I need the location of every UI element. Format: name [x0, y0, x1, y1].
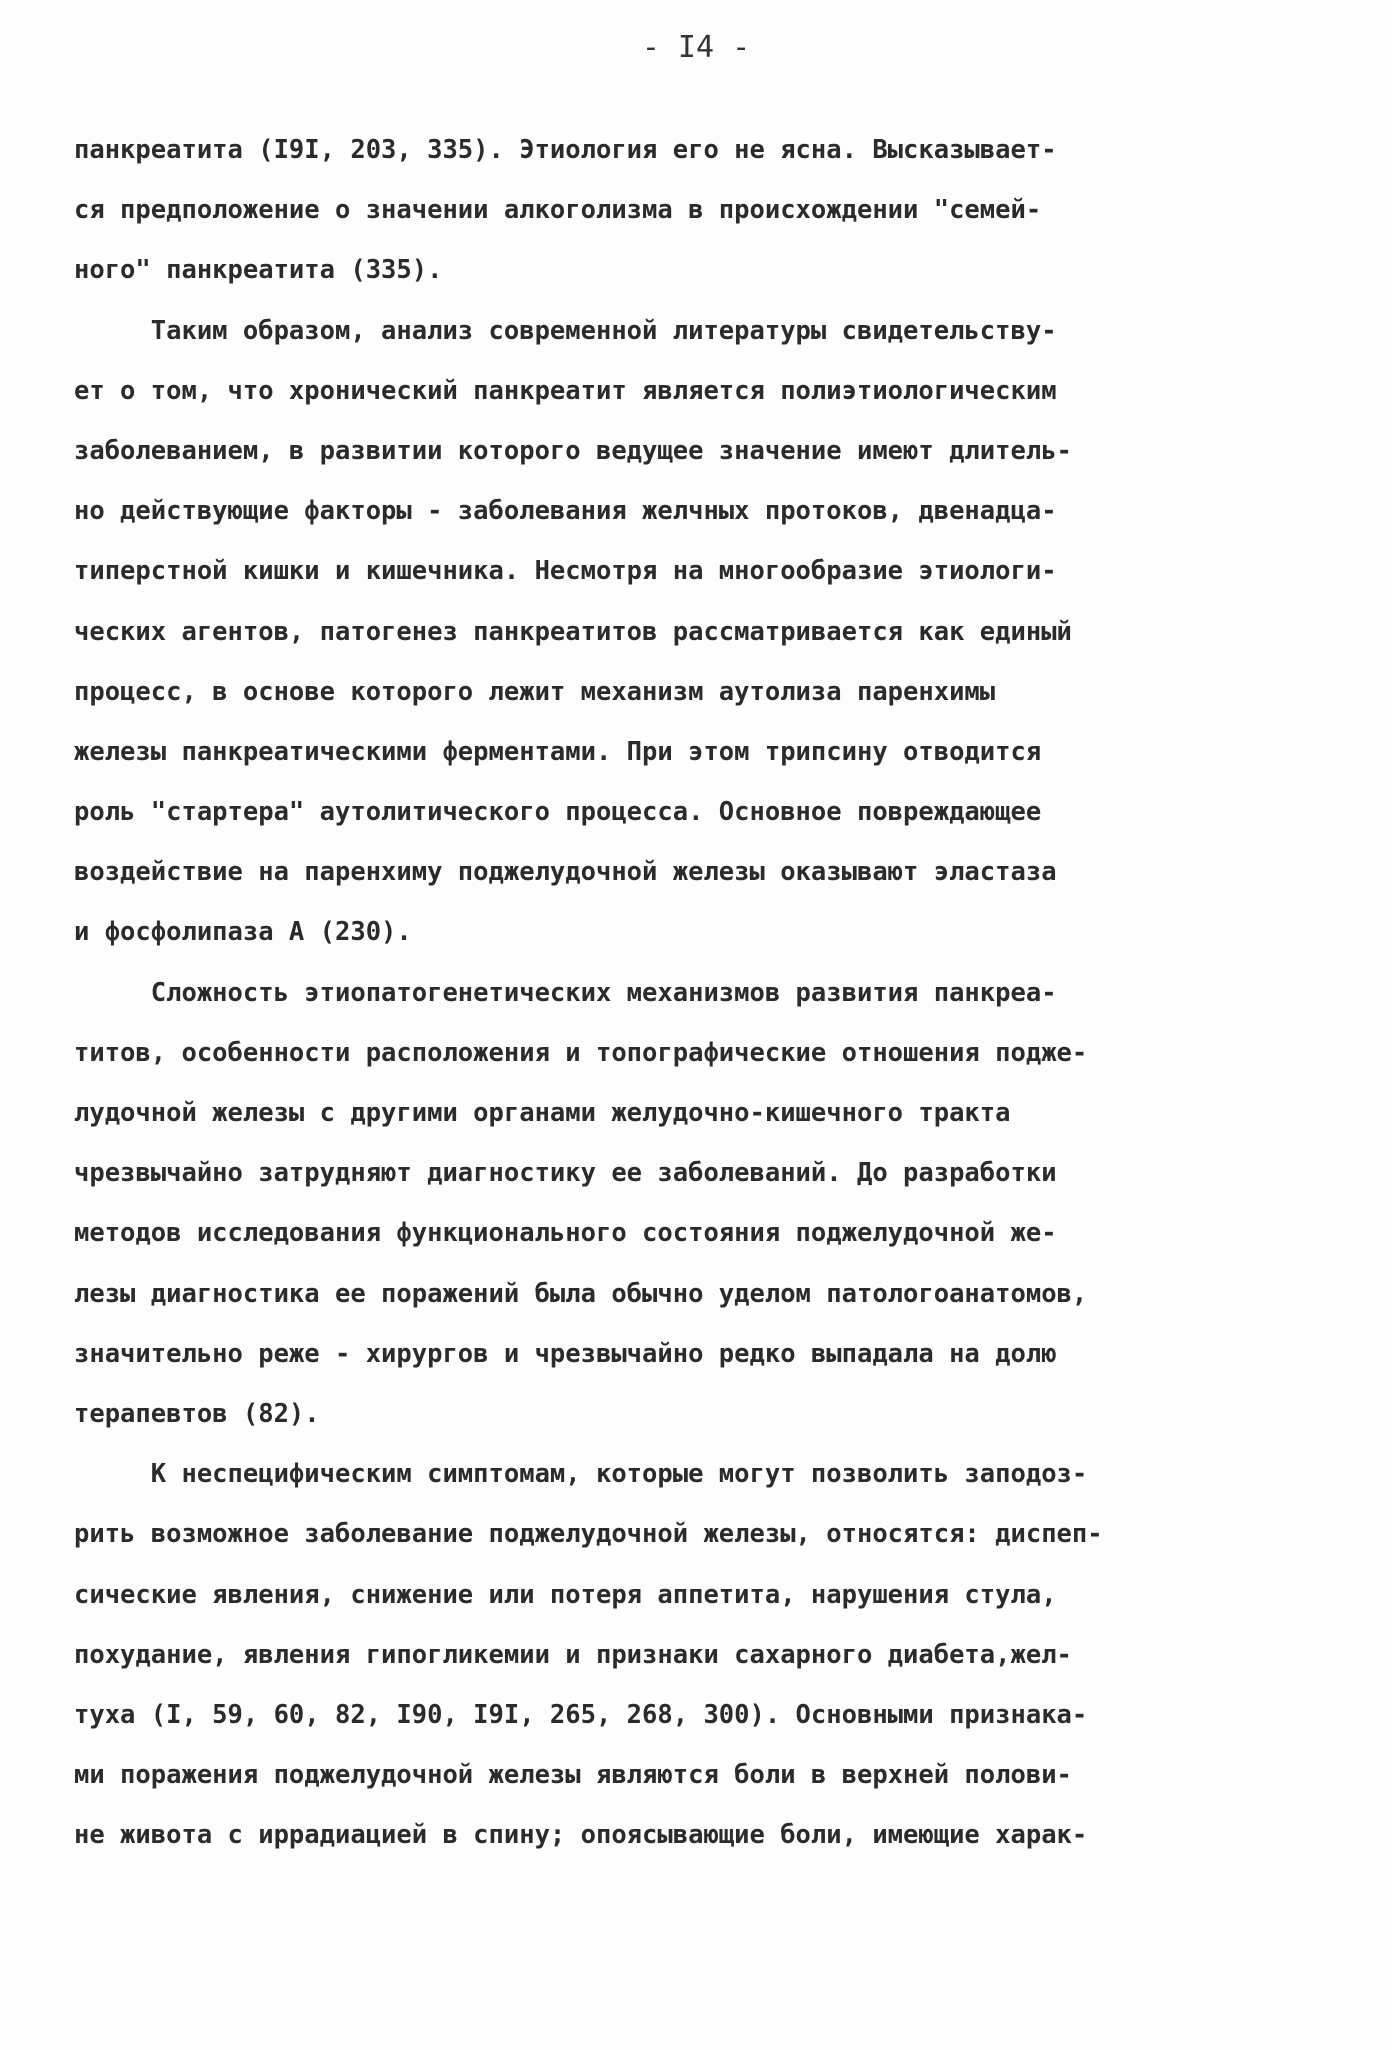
- text-line: похудание, явления гипогликемии и признаки сахарного диабета,жел-: [74, 1639, 1072, 1670]
- text-line: и фосфолипаза А (230).: [74, 917, 412, 948]
- text-line: сические явления, снижение или потеря аппетита, нарушения стула,: [74, 1579, 1057, 1610]
- text-line: заболеванием, в развитии которого ведущее значение имеют длитель-: [74, 435, 1072, 466]
- text-line: лудочной железы с другими органами желудочно-кишечного тракта: [74, 1098, 1011, 1128]
- text-line: терапевтов (82).: [74, 1398, 320, 1429]
- text-line: ми поражения поджелудочной железы являются боли в верхней полови-: [74, 1760, 1072, 1791]
- text-line: рить возможное заболевание поджелудочной железы, относятся: диспеп-: [74, 1519, 1103, 1550]
- text-line: не живота с иррадиацией в спину; опоясывающие боли, имеющие харак-: [74, 1820, 1088, 1851]
- text-line: процесс, в основе которого лежит механизм аутолиза паренхимы: [74, 676, 996, 707]
- page-number: - I4 -: [641, 30, 751, 65]
- text-line: значительно реже - хирургов и чрезвычайно редко выпадала на долю: [74, 1338, 1057, 1369]
- text-line: титов, особенности расположения и топографические отношения подже-: [74, 1037, 1088, 1068]
- text-line: панкреатита (I9I, 203, 335). Этиология его не ясна. Высказывает-: [74, 135, 1057, 165]
- text-line: ческих агентов, патогенез панкреатитов рассматривается как единый: [74, 616, 1072, 647]
- text-line: ного" панкреатита (335).: [74, 255, 443, 286]
- text-line: чрезвычайно затрудняют диагностику ее заболеваний. До разработки: [74, 1158, 1057, 1189]
- text-line: железы панкреатическими ферментами. При этом трипсину отводится: [74, 736, 1042, 767]
- text-line: лезы диагностика ее поражений была обычно уделом патологоанатомов,: [74, 1278, 1088, 1309]
- text-line: ет о том, что хронический панкреатит является полиэтиологическим: [74, 375, 1057, 406]
- text-line: туха (I, 59, 60, 82, I90, I9I, 265, 268, 300). Основными признака-: [74, 1699, 1088, 1730]
- text-line: но действующие факторы - заболевания желчных протоков, двенадца-: [74, 496, 1057, 527]
- text-line: воздействие на паренхиму поджелудочной железы оказывают эластаза: [74, 857, 1057, 888]
- text-line: роль "стартера" аутолитического процесса. Основное повреждающее: [74, 797, 1042, 828]
- text-line: К неспецифическим симптомам, которые могут позволить заподоз-: [74, 1459, 1088, 1490]
- body-text: [74, 120, 1344, 1865]
- text-line: Сложность этиопатогенетических механизмов развития панкреа-: [74, 977, 1057, 1008]
- text-line: методов исследования функционального состояния поджелудочной же-: [74, 1218, 1057, 1249]
- text-line: Таким образом, анализ современной литературы свидетельству-: [74, 315, 1057, 346]
- text-line: ся предположение о значении алкоголизма в происхождении "семей-: [74, 195, 1042, 226]
- text-line: типерстной кишки и кишечника. Несмотря на многообразие этиологи-: [74, 556, 1057, 587]
